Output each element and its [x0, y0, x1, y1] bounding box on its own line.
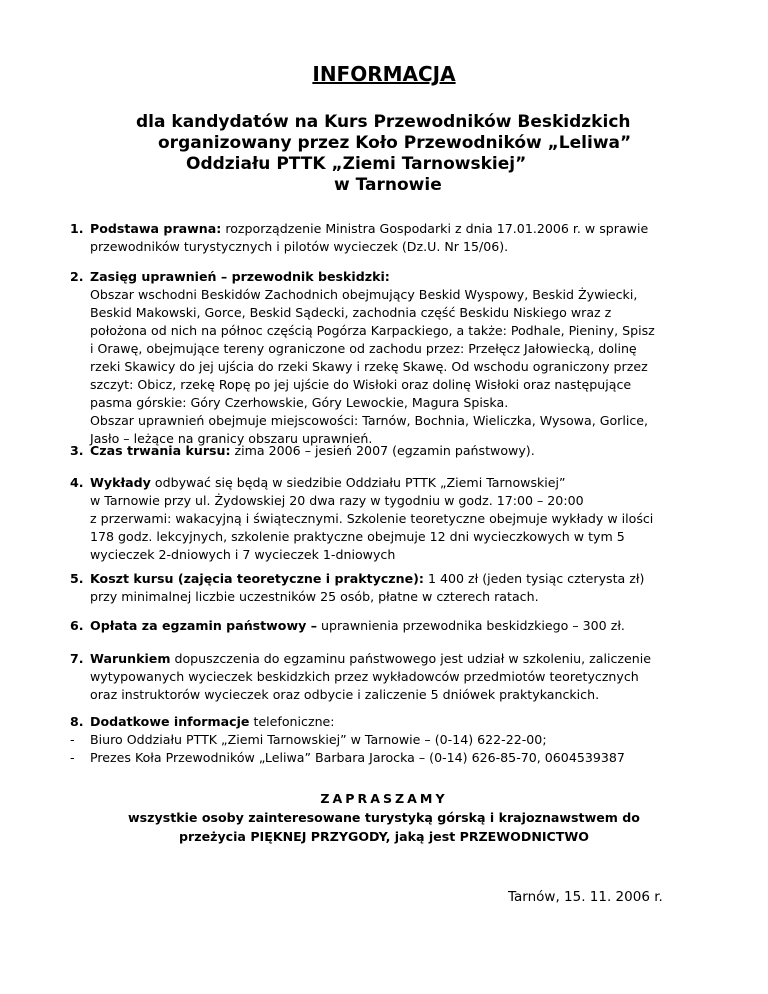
section-lead: Zasięg uprawnień – przewodnik beskidzki: [90, 269, 390, 284]
subtitle-line-1: dla kandydatów na Kurs Przewodników Beskidzkich [136, 112, 631, 132]
section-3 [70, 442, 680, 460]
contact-line [70, 749, 625, 767]
section-lead: Koszt kursu (zajęcia teoretyczne i praktyczne): [90, 571, 424, 586]
section-text-line: Jasło – leżące na granicy obszaru uprawnień. [90, 431, 373, 446]
document-title: INFORMACJA [312, 62, 456, 86]
section-number: 6. [70, 618, 84, 633]
section-text-line: dopuszczenia do egzaminu państwowego jest udział w szkoleniu, zaliczenie [174, 651, 651, 666]
section-text-line: wycieczek 2-dniowych i 7 wycieczek 1-dniowych [90, 547, 396, 562]
section-6 [70, 617, 680, 635]
section-lead: Opłata za egzamin państwowy – [90, 618, 317, 633]
section-text-line: wytypowanych wycieczek beskidzkich przez wykładowców przedmiotów teoretycznych [90, 669, 639, 684]
section-lead: Podstawa prawna: [90, 221, 222, 236]
section-number: 4. [70, 475, 84, 490]
section-text-line: szczyt: Obicz, rzekę Ropę po jej ujście do Wisłoki oraz dolinę Wisłoki oraz następujące [90, 377, 632, 392]
section-number: 2. [70, 269, 84, 284]
section-text-line: 178 godz. lekcyjnych, szkolenie praktyczne obejmuje 12 dni wycieczkowych w tym 5 [90, 529, 625, 544]
section-8 [70, 713, 680, 731]
section-number: 3. [70, 443, 84, 458]
section-number: 5. [70, 571, 84, 586]
section-text-line: Obszar uprawnień obejmuje miejscowości: Tarnów, Bochnia, Wieliczka, Wysowa, Gorlice, [90, 413, 649, 428]
section-text-line: Beskid Makowski, Gorce, Beskid Sądecki, zachodnia część Beskidu Niskiego wraz z [90, 305, 612, 320]
section-number: 1. [70, 221, 84, 236]
section-text-line: i Orawę, obejmujące tereny ograniczone od zachodu przez: Przełęcz Jałowiecką, dolinę [90, 341, 637, 356]
contact-text: Prezes Koła Przewodników „Leliwa” Barbara Jarocka – (0-14) 626-85-70, 0604539387 [90, 750, 625, 765]
section-text-line: położona od nich na północ częścią Pogórza Karpackiego, a także: Podhale, Pieniny, Spisz [90, 323, 655, 338]
section-lead: Warunkiem [90, 651, 171, 666]
section-number: 8. [70, 714, 84, 729]
contact-text: Biuro Oddziału PTTK „Ziemi Tarnowskiej” w Tarnowie – (0-14) 622-22-00; [90, 732, 547, 747]
contact-dash: - [70, 732, 75, 747]
invitation-line-1: wszystkie osoby zainteresowane turystyką górską i krajoznawstwem do [128, 810, 640, 825]
invitation-line-2: przeżycia PIĘKNEJ PRZYGODY, jaką jest PRZEWODNICTWO [179, 829, 589, 844]
section-text-line: przewodników turystycznych i pilotów wycieczek (Dz.U. Nr 15/06). [90, 239, 509, 254]
contact-line [70, 731, 547, 749]
section-text-line: rzeki Skawicy do jej ujścia do rzeki Skawy i rzekę Skawę. Od wschodu ograniczony przez [90, 359, 648, 374]
section-text-line: w Tarnowie przy ul. Żydowskiej 20 dwa razy w tygodniu w godz. 17:00 – 20:00 [90, 493, 584, 508]
section-text-line: Obszar wschodni Beskidów Zachodnich obejmujący Beskid Wyspowy, Beskid Żywiecki, [90, 287, 638, 302]
section-text-line: telefoniczne: [253, 714, 335, 729]
section-4 [70, 474, 680, 564]
place-and-date: Tarnów, 15. 11. 2006 r. [508, 889, 663, 905]
section-lead: Dodatkowe informacje [90, 714, 250, 729]
section-text-line: uprawnienia przewodnika beskidzkiego – 300 zł. [321, 618, 625, 633]
subtitle-line-2: organizowany przez Koło Przewodników „Leliwa” [158, 133, 632, 153]
section-text-line: 1 400 zł (jeden tysiąc czterysta zł) [427, 571, 645, 586]
section-text-line: odbywać się będą w siedzibie Oddziału PTTK „Ziemi Tarnowskiej” [154, 475, 566, 490]
subtitle-line-3: Oddziału PTTK „Ziemi Tarnowskiej” [186, 154, 527, 174]
section-1 [70, 220, 680, 256]
section-7 [70, 650, 680, 704]
section-text-line: przy minimalnej liczbie uczestników 25 osób, płatne w czterech ratach. [90, 589, 539, 604]
section-5 [70, 570, 680, 606]
section-lead: Wykłady [90, 475, 151, 490]
section-2 [70, 268, 680, 448]
contact-dash: - [70, 750, 75, 765]
invitation-heading [0, 789, 768, 808]
section-number: 7. [70, 651, 84, 666]
section-lead: Czas trwania kursu: [90, 443, 231, 458]
subtitle-line-4: w Tarnowie [334, 175, 442, 195]
section-text-line: z przerwami: wakacyjną i świątecznymi. Szkolenie teoretyczne obejmuje wykłady w ilości [90, 511, 654, 526]
section-text-line: rozporządzenie Ministra Gospodarki z dnia 17.01.2006 r. w sprawie [225, 221, 649, 236]
section-text-line: pasma górskie: Góry Czerhowskie, Góry Lewockie, Magura Spiska. [90, 395, 509, 410]
section-text-line: zima 2006 – jesień 2007 (egzamin państwowy). [234, 443, 535, 458]
invitation-heading-text: ZAPRASZAMY [320, 791, 448, 806]
section-text-line: oraz instruktorów wycieczek oraz odbycie i zaliczenie 5 dniówek praktykanckich. [90, 687, 600, 702]
